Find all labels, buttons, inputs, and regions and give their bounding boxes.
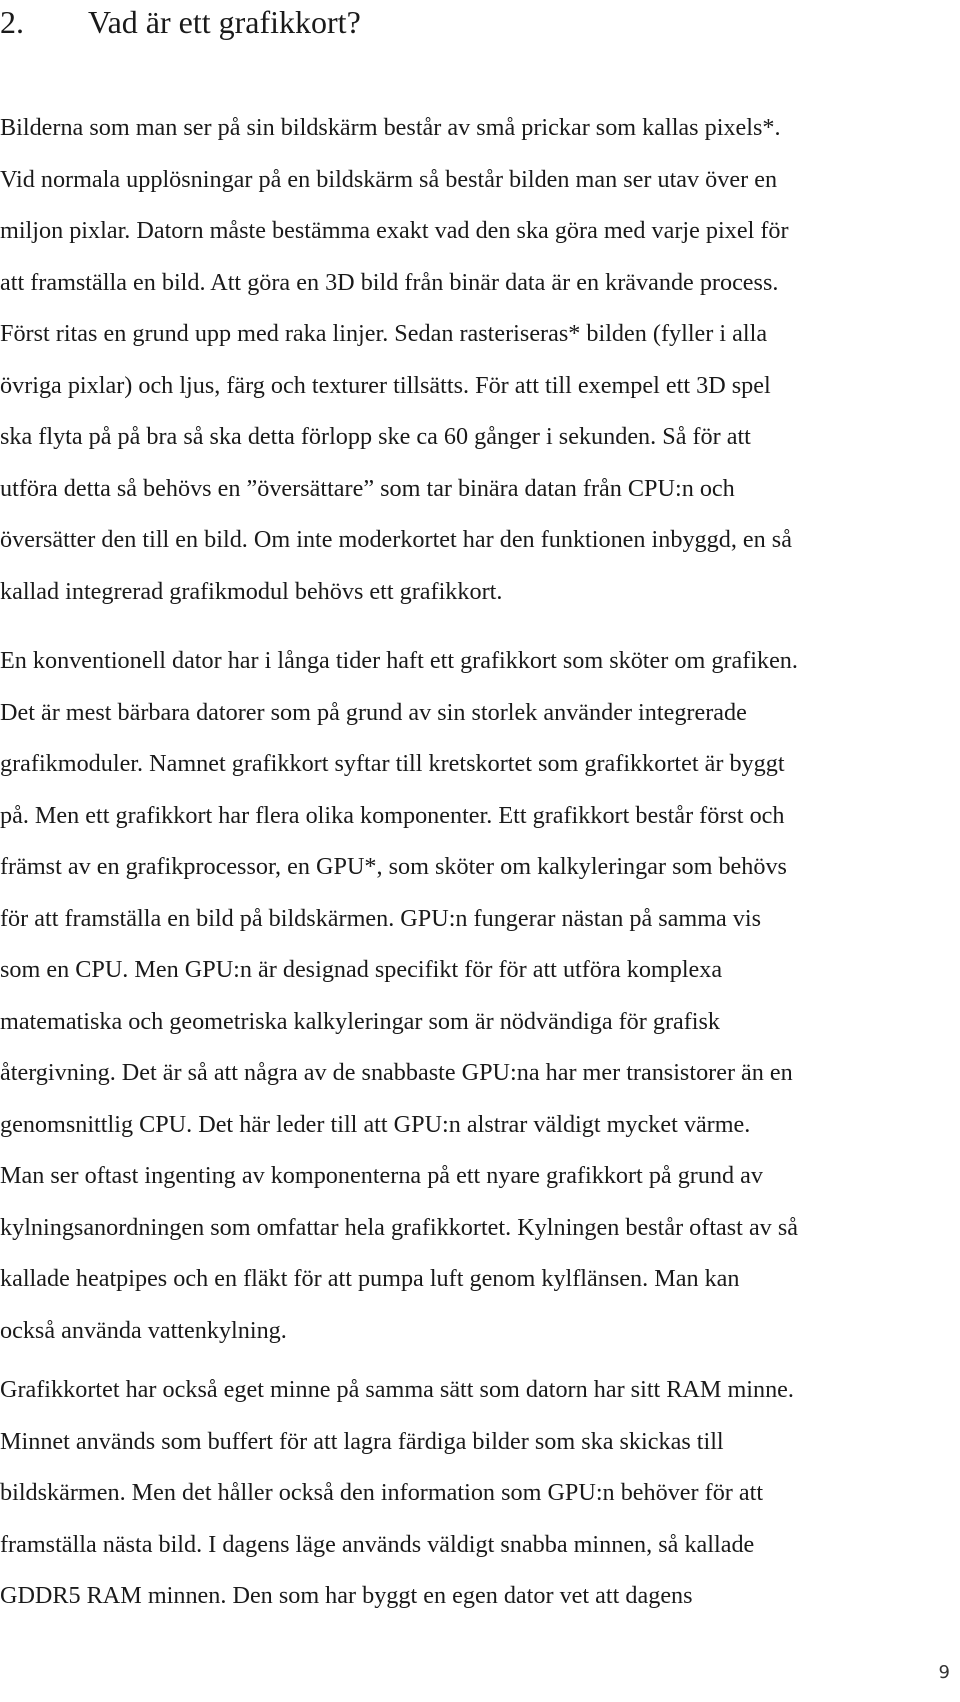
paragraph-pixels xyxy=(0,102,956,617)
paragraph-gpu xyxy=(0,635,956,1356)
paragraph-line: Minnet används som buffert för att lagra färdiga bilder som ska skickas till xyxy=(0,1427,724,1455)
page-number: 9 xyxy=(938,1662,950,1683)
paragraph-line: också använda vattenkylning. xyxy=(0,1316,287,1344)
paragraph-line: för att framställa en bild på bildskärmen. GPU:n fungerar nästan på samma vis xyxy=(0,904,762,932)
paragraph-line: kylningsanordningen som omfattar hela grafikkortet. Kylningen består oftast av så xyxy=(0,1213,798,1241)
paragraph-line: på. Men ett grafikkort har flera olika komponenter. Ett grafikkort består först och xyxy=(0,801,785,829)
section-number: 2. xyxy=(0,4,24,40)
paragraph-line: Vid normala upplösningar på en bildskärm så består bilden man ser utav över en xyxy=(0,165,778,193)
paragraph-line: kallade heatpipes och en fläkt för att pumpa luft genom kylflänsen. Man kan xyxy=(0,1265,740,1292)
paragraph-line: återgivning. Det är så att några av de snabbaste GPU:na har mer transistorer än en xyxy=(0,1059,793,1086)
paragraph-memory xyxy=(0,1364,956,1622)
section-title: Vad är ett grafikkort? xyxy=(88,4,361,40)
paragraph-line: genomsnittlig CPU. Det här leder till att GPU:n alstrar väldigt mycket värme. xyxy=(0,1110,751,1138)
paragraph-line: övriga pixlar) och ljus, färg och texturer tillsätts. För att till exempel ett 3D spel xyxy=(0,371,771,399)
paragraph-line: grafikmoduler. Namnet grafikkort syftar till kretskortet som grafikkortet är byggt xyxy=(0,750,785,777)
paragraph-line: att framställa en bild. Att göra en 3D bild från binär data är en krävande process. xyxy=(0,268,779,296)
paragraph-line: GDDR5 RAM minnen. Den som har byggt en egen dator vet att dagens xyxy=(0,1582,693,1609)
paragraph-line: Det är mest bärbara datorer som på grund av sin storlek använder integrerade xyxy=(0,698,747,726)
paragraph-line: Grafikkortet har också eget minne på samma sätt som datorn har sitt RAM minne. xyxy=(0,1376,794,1403)
paragraph-line: utföra detta så behövs en ”översättare” som tar binära datan från CPU:n och xyxy=(0,474,735,502)
paragraph-line: matematiska och geometriska kalkyleringar som är nödvändiga för grafisk xyxy=(0,1007,721,1035)
paragraph-line: kallad integrerad grafikmodul behövs ett grafikkort. xyxy=(0,577,503,605)
paragraph-line: översätter den till en bild. Om inte moderkortet har den funktionen inbyggd, en så xyxy=(0,526,792,553)
section-heading xyxy=(0,2,361,42)
paragraph-line: som en CPU. Men GPU:n är designad specifikt för för att utföra komplexa xyxy=(0,956,723,983)
paragraph-line: bildskärmen. Men det håller också den information som GPU:n behöver för att xyxy=(0,1479,764,1506)
paragraph-line: Man ser oftast ingenting av komponenterna på ett nyare grafikkort på grund av xyxy=(0,1162,764,1189)
paragraph-line: miljon pixlar. Datorn måste bestämma exakt vad den ska göra med varje pixel för xyxy=(0,217,789,244)
paragraph-line: Bilderna som man ser på sin bildskärm består av små prickar som kallas pixels*. xyxy=(0,114,781,141)
paragraph-line: En konventionell dator har i långa tider haft ett grafikkort som sköter om grafiken. xyxy=(0,647,798,674)
paragraph-line: framställa nästa bild. I dagens läge används väldigt snabba minnen, så kallade xyxy=(0,1530,755,1558)
paragraph-line: främst av en grafikprocessor, en GPU*, som sköter om kalkyleringar som behövs xyxy=(0,853,787,880)
paragraph-line: Först ritas en grund upp med raka linjer. Sedan rasteriseras* bilden (fyller i alla xyxy=(0,320,768,347)
paragraph-line: ska flyta på på bra så ska detta förlopp ske ca 60 gånger i sekunden. Så för att xyxy=(0,423,751,450)
